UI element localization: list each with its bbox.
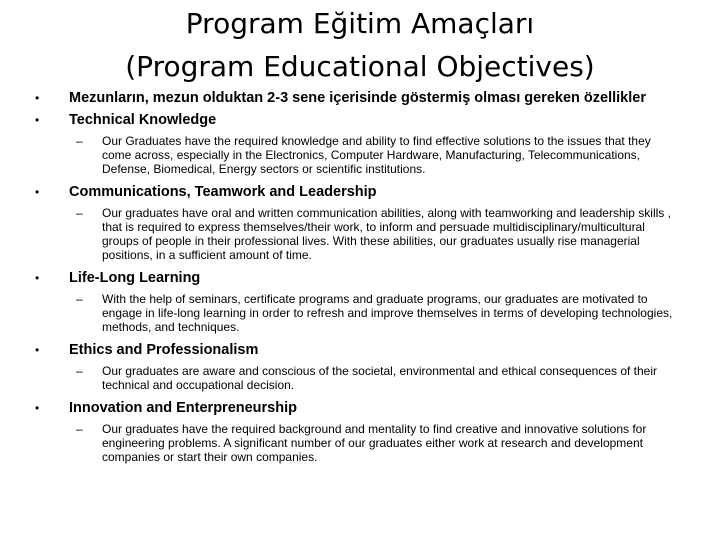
slide-title	[0, 2, 720, 88]
objective-heading: Ethics and Professionalism	[69, 342, 259, 358]
objective-item	[0, 90, 720, 107]
objective-heading: Technical Knowledge	[69, 112, 217, 128]
bullet-icon: •	[35, 185, 40, 199]
objective-detail-text: Our graduates have the required background and mentality to find creative and innovative solutions for engineering problems. A significant number of our graduates either work at research and development companies or start their own companies.	[102, 422, 647, 464]
objective-detail-text: Our Graduates have the required knowledge and ability to find effective solutions to the issues that they come across, especially in the Electronics, Computer Hardware, Manufacturing, Telecommunications, Defense, Biomedical, Energy sectors or scientific institutions.	[102, 134, 651, 176]
objective-item	[0, 342, 720, 359]
bullet-icon: •	[35, 113, 40, 127]
objective-detail	[0, 292, 720, 334]
dash-icon: –	[76, 134, 83, 148]
objectives-list	[0, 90, 720, 472]
objective-detail	[0, 206, 720, 262]
objective-heading: Communications, Teamwork and Leadership	[69, 184, 377, 200]
objective-item	[0, 112, 720, 129]
objective-detail	[0, 134, 720, 176]
dash-icon: –	[76, 364, 83, 378]
title-line-1: Program Eğitim Amaçları	[185, 7, 535, 40]
objective-detail-text: Our graduates have oral and written communication abilities, along with teamworking and leadership skills , that is required to express themselves/their work, to inform and persuade multidisciplinary/multicultural groups of people in their professional lives. With these abilities, our graduates usually rise managerial positions, in a sufficient amount of time.	[102, 206, 671, 262]
objective-heading: Innovation and Enterpreneurship	[69, 400, 297, 416]
objective-item	[0, 270, 720, 287]
objective-heading: Mezunların, mezun olduktan 2-3 sene içerisinde göstermiş olması gereken özellikler	[69, 90, 646, 106]
objective-detail	[0, 364, 720, 392]
bullet-icon: •	[35, 271, 40, 285]
dash-icon: –	[76, 292, 83, 306]
dash-icon: –	[76, 206, 83, 220]
bullet-icon: •	[35, 401, 40, 415]
objective-detail-text: With the help of seminars, certificate programs and graduate programs, our graduates are motivated to engage in life-long learning in order to refresh and improve themselves in terms of developing technologies, methods, and techniques.	[102, 292, 673, 334]
bullet-icon: •	[35, 91, 40, 105]
objective-item	[0, 184, 720, 201]
objective-heading: Life-Long Learning	[69, 270, 201, 286]
objective-detail	[0, 422, 720, 464]
dash-icon: –	[76, 422, 83, 436]
title-line-2: (Program Educational Objectives)	[125, 50, 595, 83]
objective-item	[0, 400, 720, 417]
objective-detail-text: Our graduates are aware and conscious of the societal, environmental and ethical consequences of their technical and occupational decision.	[102, 364, 657, 392]
bullet-icon: •	[35, 343, 40, 357]
